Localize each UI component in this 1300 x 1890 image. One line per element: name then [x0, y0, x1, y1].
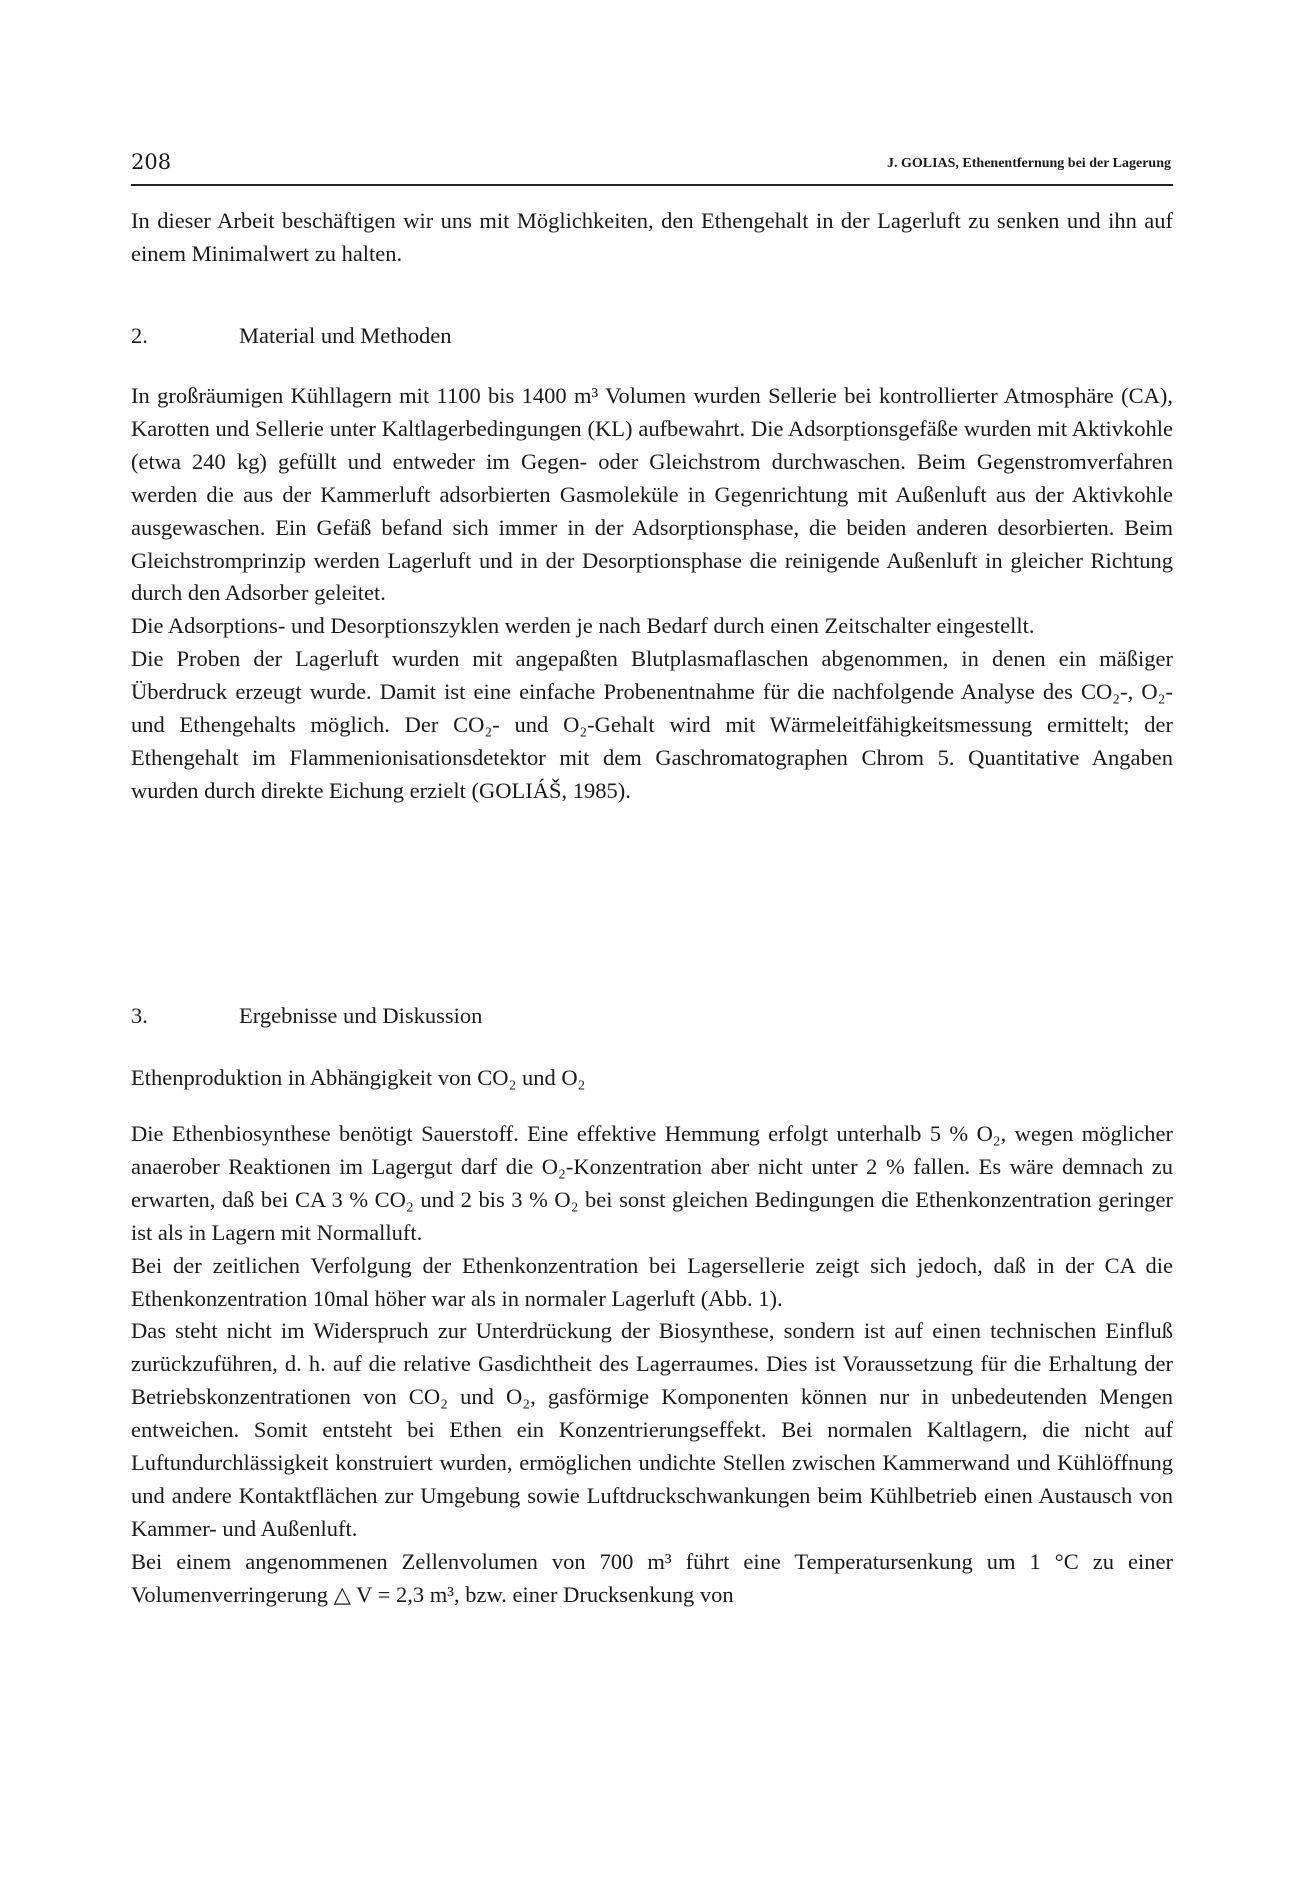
paragraph: Die Adsorptions- und Desorptionszyklen werden je nach Bedarf durch einen Zeitschalter eingestellt.: [131, 613, 1035, 639]
paragraph: In großräumigen Kühllagern mit 1100 bis 1400 m³ Volumen wurden Sellerie bei kontrollierter Atmosphäre (CA), Karotten und Sellerie unter Kaltlagerbedingungen (KL) aufbewahrt. Die Adsorptionsgefäße wurden mit Aktivkohle (etwa 240 kg) gefüllt und entweder im Gegen- oder Gleichstrom durchwaschen. Beim Gegenstromverfahren werden die aus der Kammerluft adsorbierten Gasmoleküle in Gegenrichtung mit Außenluft aus der Aktivkohle ausgewaschen. Ein Gefäß befand sich immer in der Adsorptionsphase, die beiden anderen desorbierten. Beim Gleichstromprinzip werden Lagerluft und in der Desorptionsphase die reinigende Außenluft in gleicher Richtung durch den Adsorber geleitet.: [131, 383, 1173, 606]
paragraph: Das steht nicht im Widerspruch zur Unterdrückung der Biosynthese, sondern ist auf einen technischen Einfluß zurückzuführen, d. h. auf die relative Gasdichtheit des Lagerraumes. Dies ist Voraussetzung für die Erhaltung der Betriebskonzentrationen von CO₂ und O₂, gasförmige Komponenten können nur in unbedeutenden Mengen entweichen. Somit entsteht bei Ethen ein Konzentrierungseffekt. Bei normalen Kaltlagern, die nicht auf Luftundurchlässigkeit konstruiert wurden, ermöglichen undichte Stellen zwischen Kammerwand und Kühlöffnung und andere Kontaktflächen zur Umgebung sowie Luftdruckschwankungen beim Kühlbetrieb einen Austausch von Kammer- und Außenluft.: [131, 1318, 1173, 1541]
section-3-heading: [131, 1000, 1173, 1033]
page-number: 208: [131, 150, 172, 174]
page-header: [131, 148, 1173, 186]
section-3-number: 3.: [131, 1003, 148, 1028]
section-2-number: 2.: [131, 323, 148, 348]
running-head: J. GOLIAS, Ethenentfernung bei der Lagerung: [886, 156, 1171, 171]
section-2-title: Material und Methoden: [239, 323, 452, 348]
section-2-heading: [131, 320, 1173, 353]
section-3-subheading: Ethenproduktion in Abhängigkeit von CO₂ und O₂: [131, 1065, 586, 1090]
paragraph: Bei der zeitlichen Verfolgung der Ethenkonzentration bei Lagersellerie zeigt sich jedoch, daß in der CA die Ethenkonzentration 10mal höher war als in normaler Lagerluft (Abb. 1).: [131, 1252, 1173, 1311]
section-3-title: Ergebnisse und Diskussion: [239, 1003, 483, 1028]
section-3-body: [131, 1118, 1173, 1612]
paragraph: Bei einem angenommenen Zellenvolumen von 700 m³ führt eine Temperatursenkung um 1 °C zu einer Volumenverringerung △ V = 2,3 m³, bzw. einer Drucksenkung von: [131, 1548, 1173, 1607]
intro-section: [131, 205, 1173, 271]
intro-paragraph: In dieser Arbeit beschäftigen wir uns mit Möglichkeiten, den Ethengehalt in der Lagerluft zu senken und ihn auf einem Minimalwert zu halten.: [131, 208, 1173, 266]
paragraph: Die Ethenbiosynthese benötigt Sauerstoff. Eine effektive Hemmung erfolgt unterhalb 5 % O₂, wegen möglicher anaerober Reaktionen im Lagergut darf die O₂-Konzentration aber nicht unter 2 % fallen. Es wäre demnach zu erwarten, daß bei CA 3 % CO₂ und 2 bis 3 % O₂ bei sonst gleichen Bedingungen die Ethenkonzentration geringer ist als in Lagern mit Normalluft.: [131, 1121, 1173, 1245]
section-2-body: [131, 380, 1173, 808]
paragraph: Die Proben der Lagerluft wurden mit angepaßten Blutplasmaflaschen abgenommen, in denen ein mäßiger Überdruck erzeugt wurde. Damit ist eine einfache Probenentnahme für die nachfolgende Analyse des CO₂-, O₂- und Ethengehalts möglich. Der CO₂- und O₂-Gehalt wird mit Wärmeleitfähigkeitsmessung ermittelt; der Ethengehalt im Flammenionisationsdetektor mit dem Gaschromatographen Chrom 5. Quantitative Angaben wurden durch direkte Eichung erzielt (GOLIÁŠ, 1985).: [131, 646, 1173, 803]
